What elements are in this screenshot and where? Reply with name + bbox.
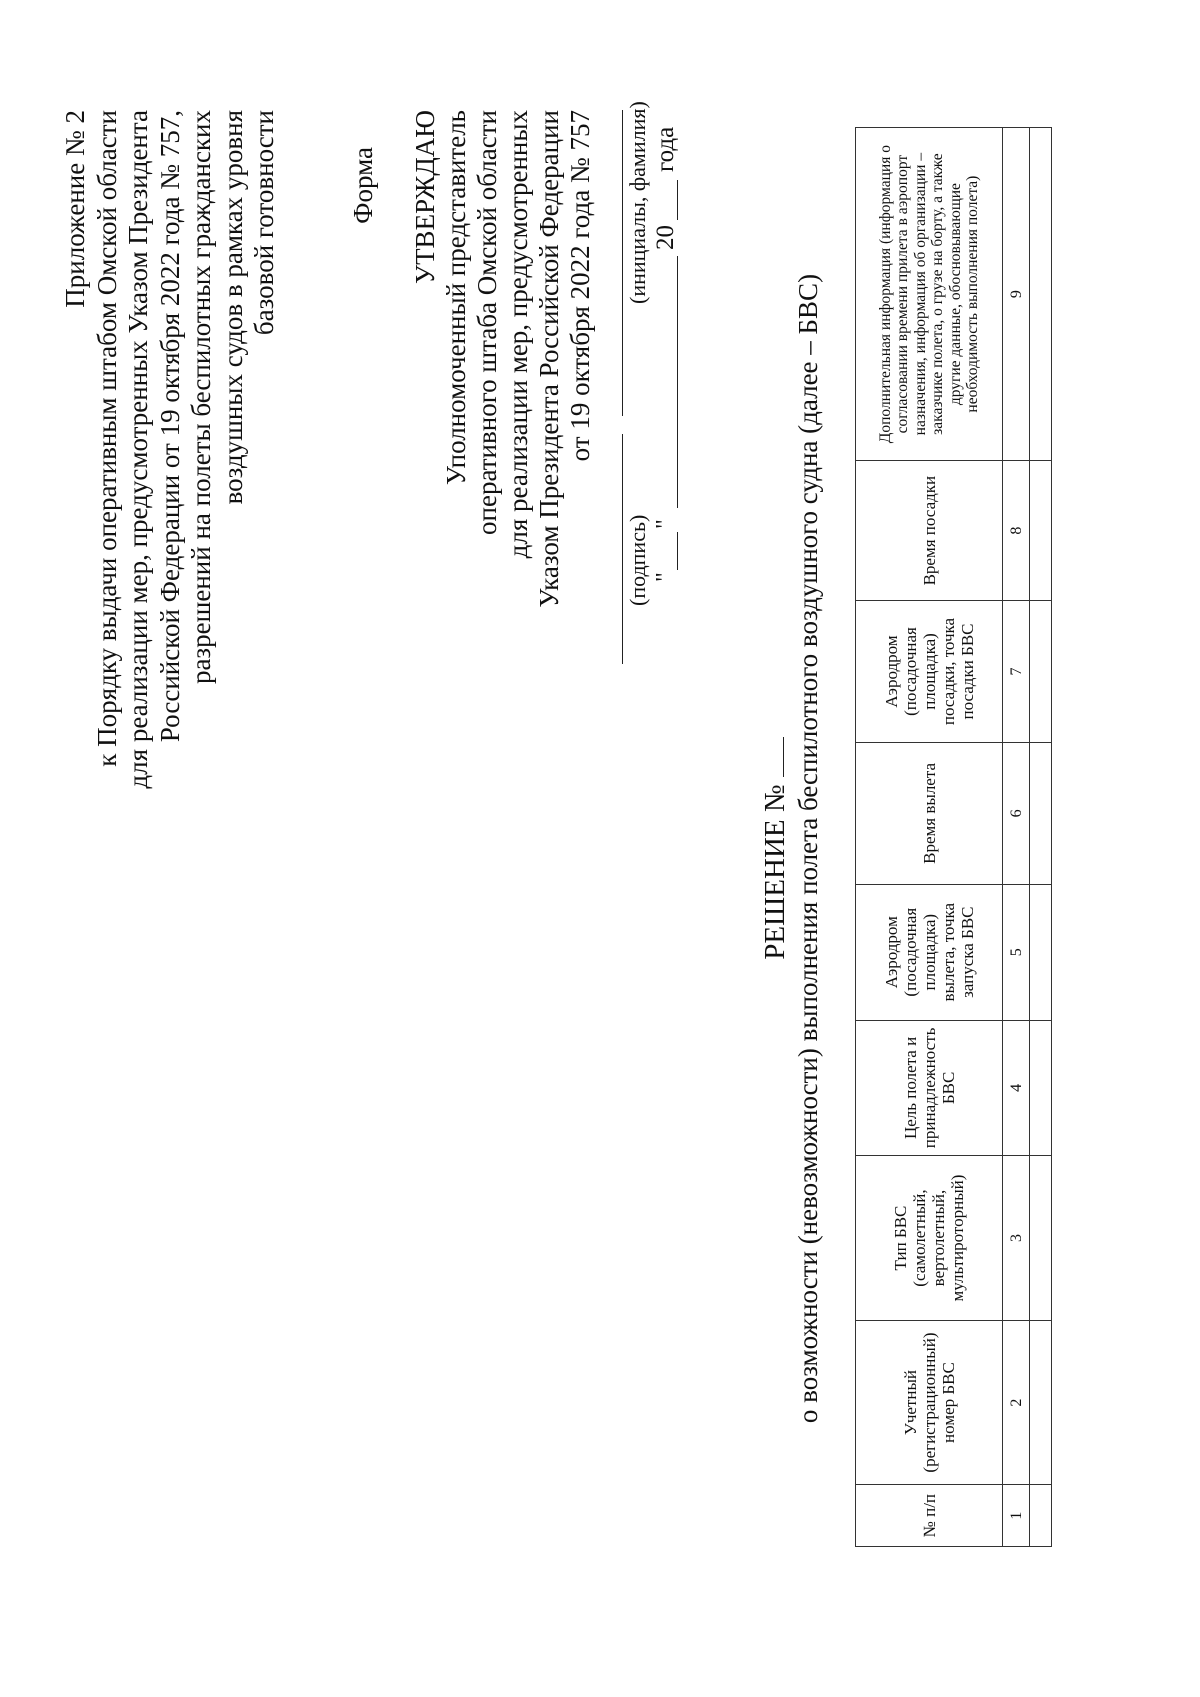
approval-line: Указом Президента Российской Федерации	[534, 110, 564, 608]
date-close-quote: "	[652, 519, 678, 529]
header-cell-departure-aerodrome: Аэродром (посадочная площадка) вылета, точка запуска БВС	[856, 884, 1003, 1020]
date-year-line	[677, 180, 678, 220]
decision-table	[855, 127, 1052, 1547]
header-cell-landing-aerodrome: Аэродром (посадочная площадка) посадки, точка посадки БВС	[856, 601, 1003, 743]
table-cell	[1030, 128, 1052, 461]
column-number-cell: 8	[1003, 461, 1030, 601]
approval-block	[410, 101, 732, 664]
name-line	[622, 110, 623, 416]
date-open-quote: "	[652, 572, 678, 582]
appendix-line: для реализации мер, предусмотренных Указом Президента	[123, 110, 153, 789]
table-header-row	[856, 128, 1003, 1547]
name-caption: (инициалы, фамилия)	[625, 101, 650, 304]
appendix-header	[60, 110, 281, 1597]
approval-line: от 19 октября 2022 года № 757	[565, 110, 595, 462]
decision-subtitle: о возможности (невозможности) выполнения полета беспилотного воздушного судна (далее – БВС)	[793, 273, 823, 1424]
approval-heading: УТВЕРЖДАЮ	[410, 110, 440, 285]
signature-area	[622, 101, 732, 664]
column-number-cell: 5	[1003, 884, 1030, 1020]
column-number-cell: 4	[1003, 1020, 1030, 1156]
date-year-prefix: 20	[652, 225, 679, 250]
signature-caption: (подпись)	[625, 514, 650, 606]
header-cell-reg-number: Учетный (регистрационный) номер БВС	[856, 1320, 1003, 1485]
table-cell	[1030, 884, 1052, 1020]
column-number-cell: 6	[1003, 742, 1030, 884]
column-number-cell: 1	[1003, 1485, 1030, 1547]
table-row	[1030, 128, 1052, 1547]
header-cell-purpose: Цель полета и принадлежность БВС	[856, 1020, 1003, 1156]
column-number-cell: 9	[1003, 128, 1030, 461]
appendix-line: разрешений на полеты беспилотных гражданских	[186, 110, 216, 685]
date-day-line	[677, 532, 678, 570]
table-cell	[1030, 1156, 1052, 1321]
appendix-line: Российской Федерации от 19 октября 2022 года № 757,	[154, 110, 185, 743]
column-number-cell: 3	[1003, 1156, 1030, 1321]
appendix-line: воздушных судов в рамках уровня	[217, 110, 248, 505]
decision-number-line	[757, 737, 784, 777]
approval-line: для реализации мер, предусмотренных	[503, 110, 533, 559]
header-cell-number: № п/п	[856, 1485, 1003, 1547]
table-cell	[1030, 1320, 1052, 1485]
date-month-line	[677, 256, 678, 508]
approval-line: Уполномоченный представитель	[441, 110, 471, 486]
table-cell	[1030, 601, 1052, 743]
header-cell-uav-type: Тип БВС (самолетный, вертолетный, мультироторный)	[856, 1156, 1003, 1321]
decision-title	[757, 0, 792, 1697]
column-number-row	[1003, 128, 1030, 1547]
table-cell	[1030, 461, 1052, 601]
appendix-line: базовой готовности	[249, 110, 279, 336]
approval-line: оперативного штаба Омской области	[472, 110, 502, 535]
appendix-line: Приложение № 2	[60, 110, 90, 308]
column-number-cell: 2	[1003, 1320, 1030, 1485]
date-year-suffix: года	[652, 126, 679, 172]
table-cell	[1030, 1020, 1052, 1156]
appendix-line: к Порядку выдачи оперативным штабом Омской области	[91, 110, 122, 767]
table-cell	[1030, 1485, 1052, 1547]
header-cell-additional-info: Дополнительная информация (информация о согласовании времени прилета в аэропорт назначения, информация об организации – заказчике полета, о грузе на борту, а также другие данные, обосновывающие необходимость выполнения полета)	[856, 128, 1003, 461]
header-cell-landing-time: Время посадки	[856, 461, 1003, 601]
decision-title-text: РЕШЕНИЕ №	[759, 784, 791, 960]
table-cell	[1030, 742, 1052, 884]
form-label: Форма	[348, 147, 378, 224]
header-cell-departure-time: Время вылета	[856, 742, 1003, 884]
signature-line	[622, 434, 623, 664]
column-number-cell: 7	[1003, 601, 1030, 743]
